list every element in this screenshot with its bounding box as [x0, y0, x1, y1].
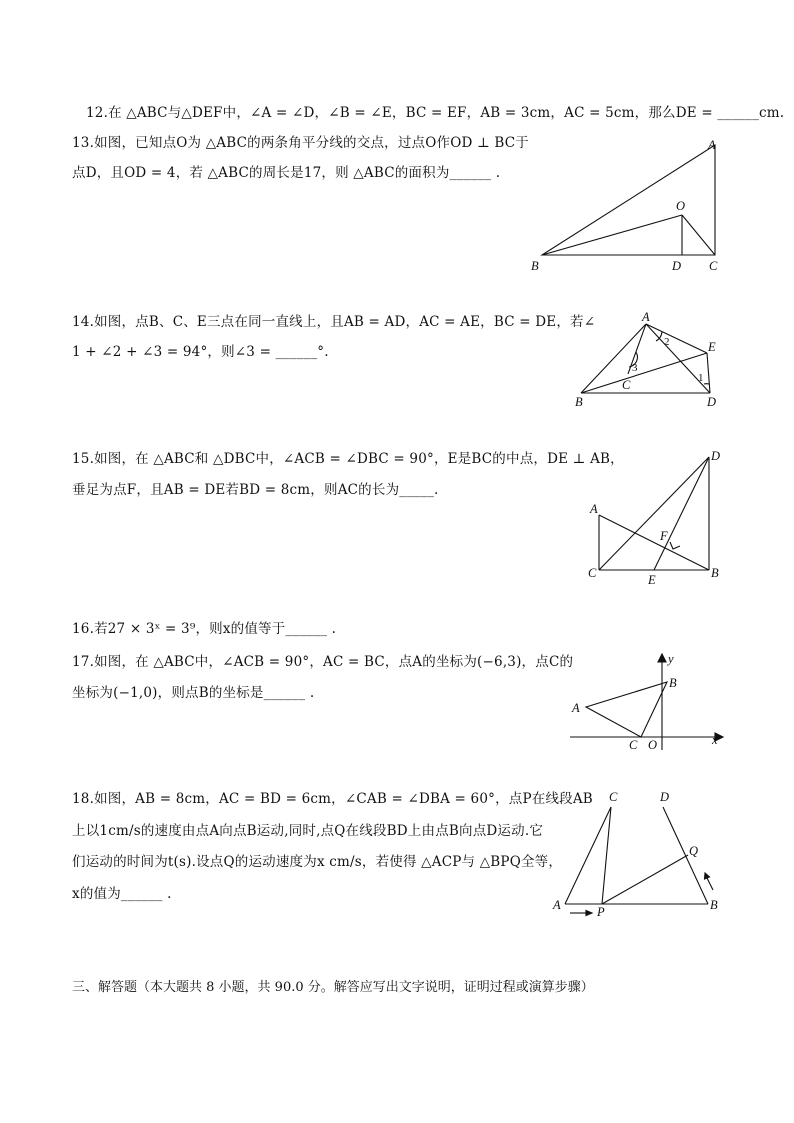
label-b: B	[575, 395, 583, 409]
arrow-p-head	[586, 911, 592, 916]
segment-de	[654, 457, 709, 570]
label-e: E	[708, 340, 716, 354]
problem-15-line-2: 垂足为点F，且AB = DE若BD = 8cm，则AC的长为_____.	[72, 482, 439, 498]
label-c: C	[629, 738, 638, 752]
segment-oc	[682, 215, 715, 255]
problem-17-figure	[565, 650, 745, 755]
angle-label-1: 1	[698, 372, 704, 384]
label-f: F	[660, 529, 668, 543]
problem-14-line-2: 1 + ∠2 + ∠3 = 94°，则∠3 = ______°.	[72, 344, 329, 360]
segment-ac	[565, 807, 611, 904]
label-a: A	[572, 701, 580, 715]
label-b: B	[711, 566, 719, 580]
segment-ed	[707, 353, 710, 393]
triangle-abc	[542, 145, 715, 255]
label-o: O	[676, 199, 686, 213]
label-x: x	[712, 733, 718, 747]
label-a: A	[553, 898, 561, 912]
problem-18-figure	[550, 785, 735, 930]
problem-14-figure	[570, 305, 740, 415]
problem-15-figure	[580, 445, 740, 590]
segment-bd	[663, 807, 708, 904]
label-d: D	[711, 449, 721, 463]
problem-13-line-2: 点D，且OD = 4，若 △ABC的周长是17，则 △ABC的面积为______ .	[72, 165, 501, 181]
problem-12-line-1: 12.在 △ABC与△DEF中，∠A = ∠D，∠B = ∠E，BC = EF，AB = 3cm，AC = 5cm，那么DE = ______cm.	[86, 105, 785, 121]
y-axis-arrow	[658, 654, 666, 662]
label-a: A	[590, 502, 598, 516]
label-b: B	[669, 676, 677, 690]
bisector-bo	[542, 215, 682, 255]
right-angle-mark-f	[670, 542, 680, 549]
problem-13-figure	[520, 130, 740, 280]
problem-17-line-2: 坐标为(−1,0)，则点B的坐标是______ .	[72, 685, 315, 701]
angle-label-2: 2	[664, 336, 670, 348]
label-b: B	[531, 259, 539, 273]
segment-cp	[602, 807, 611, 904]
segment-ae	[646, 324, 707, 353]
arrow-q-shaft	[707, 878, 713, 890]
label-c: C	[588, 566, 597, 580]
problem-18-line-4: x的值为______ .	[72, 886, 172, 902]
label-o: O	[648, 738, 658, 752]
label-a: A	[708, 138, 716, 152]
problem-18-line-2: 上以1cm/s的速度由点A向点B运动,同时,点Q在线段BD上由点B向点D运动.它	[72, 823, 544, 839]
problem-18-line-1: 18.如图，AB = 8cm，AC = BD = 6cm，∠CAB = ∠DBA = 60°，点P在线段AB	[72, 791, 593, 807]
triangle-abc	[586, 682, 667, 737]
segment-cd	[599, 457, 709, 570]
problem-13-line-1: 13.如图，已知点O为 △ABC的两条角平分线的交点，过点O作OD ⊥ BC于	[72, 135, 529, 151]
label-e: E	[648, 573, 656, 587]
label-d: D	[707, 395, 717, 409]
label-c: C	[622, 378, 631, 392]
problem-15-line-1: 15.如图，在 △ABC和 △DBC中，∠ACB = ∠DBC = 90°，E是BC的中点，DE ⊥ AB，	[72, 451, 624, 467]
problem-17-line-1: 17.如图，在 △ABC中，∠ACB = 90°，AC = BC，点A的坐标为(−6,3)，点C的	[72, 654, 574, 670]
problem-16-line-1: 16.若27 × 3ˣ = 3⁹，则x的值等于______ .	[72, 621, 337, 637]
label-c: C	[609, 790, 618, 804]
label-c: C	[709, 259, 718, 273]
label-y: y	[668, 652, 674, 666]
label-q: Q	[689, 844, 699, 858]
segment-pq	[602, 855, 688, 904]
problem-14-line-1: 14.如图，点B、C、E三点在同一直线上，且AB = AD，AC = AE，BC = DE，若∠	[72, 314, 596, 330]
section-3-title: 三、解答题（本大题共 8 小题，共 90.0 分。解答应写出文字说明，证明过程或演算步骤）	[72, 980, 594, 995]
segment-ab	[599, 515, 709, 570]
label-p: P	[597, 905, 605, 919]
problem-18-line-3: 们运动的时间为t(s).设点Q的运动速度为x cm/s，若使得 △ACP与 △BPQ全等，	[72, 854, 563, 870]
arrow-q-head	[705, 873, 710, 879]
angle-label-3: 3	[632, 362, 638, 374]
label-d: D	[660, 790, 670, 804]
label-b: B	[710, 898, 718, 912]
label-a: A	[642, 310, 650, 324]
label-d: D	[672, 259, 682, 273]
